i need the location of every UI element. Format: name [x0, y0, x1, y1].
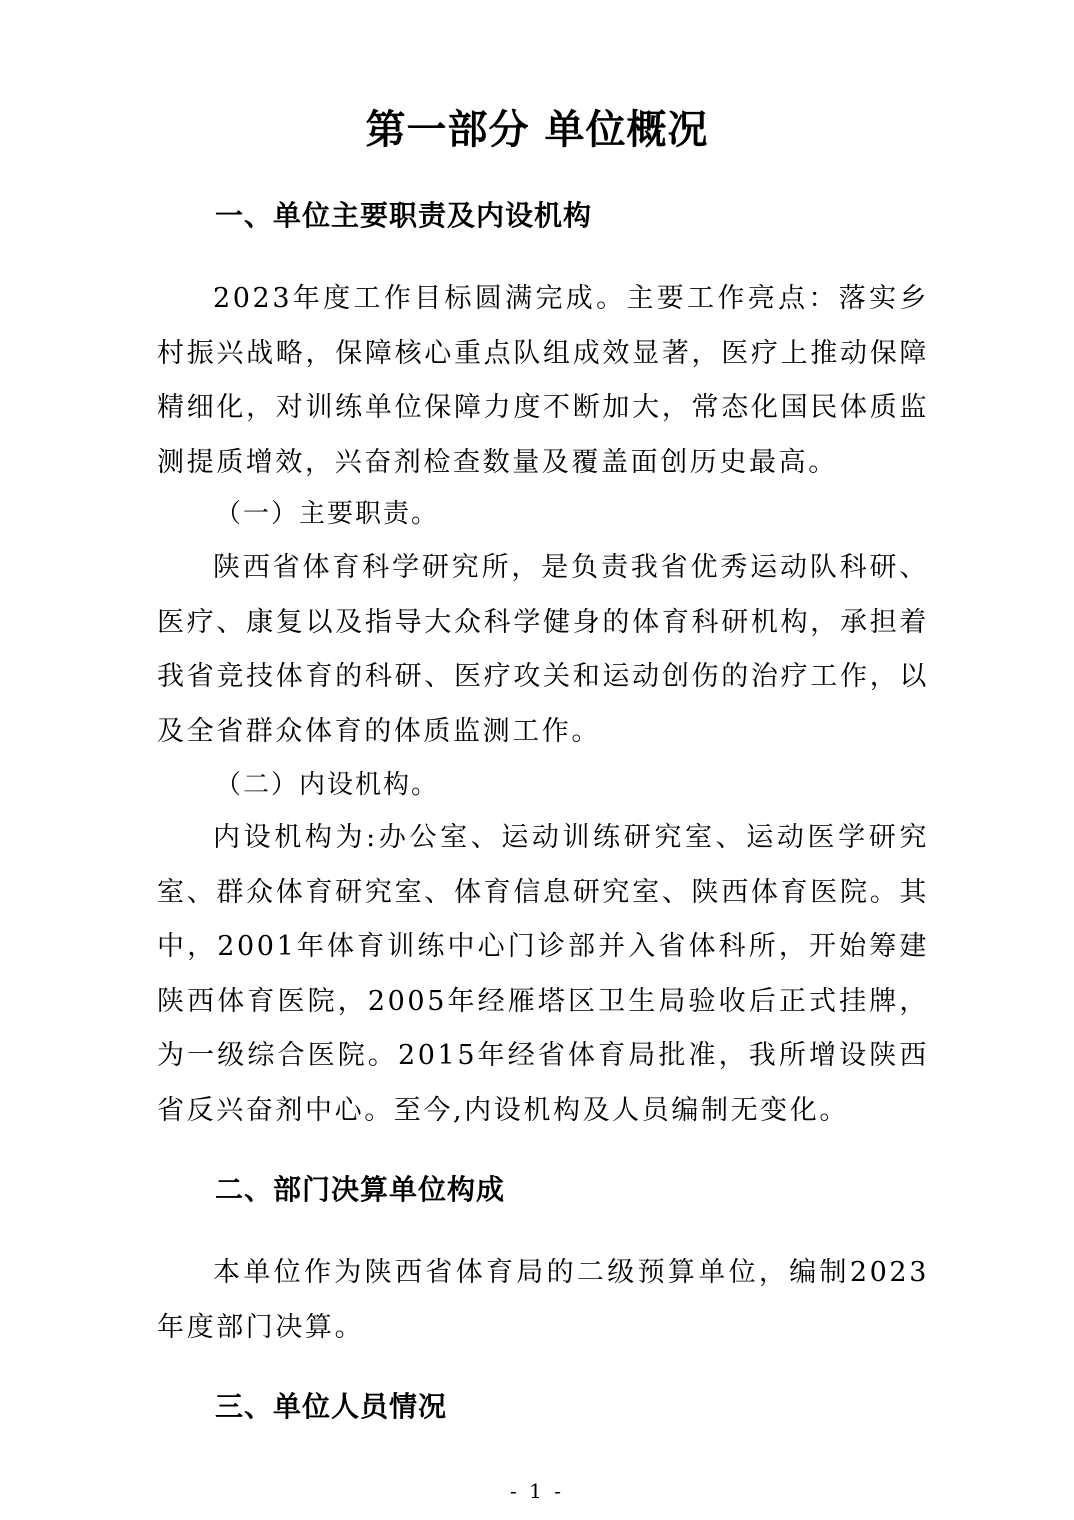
page-title: 第一部分 单位概况 [365, 107, 709, 153]
composition-paragraph: 本单位作为陕西省体育局的二级预算单位，编制2023年度部门决算。 [157, 1257, 929, 1343]
section-heading-staff: 三、单位人员情况 [215, 1390, 448, 1423]
structure-paragraph: 内设机构为:办公室、运动训练研究室、运动医学研究室、群众体育研究室、体育信息研究室、陕西体育医院。其中，2001年体育训练中心门诊部并入省体科所，开始筹建陕西体育医院，2005年经雁塔区卫生局验收后正式挂牌，为一级综合医院。2015年经省体育局批准，我所增设陕西省反兴奋剂中心。至今,内设机构及人员编制无变化。 [157, 822, 929, 1126]
subheading-internal-structure: （二）内设机构。 [215, 770, 440, 800]
section-heading-duties: 一、单位主要职责及内设机构 [215, 199, 593, 232]
page-number: - 1 - [510, 1479, 564, 1503]
subheading-main-duties: （一）主要职责。 [215, 499, 440, 529]
work-summary-paragraph: 2023年度工作目标圆满完成。主要工作亮点：落实乡村振兴战略，保障核心重点队组成效显著，医疗上推动保障精细化，对训练单位保障力度不断加大，常态化国民体质监测提质增效，兴奋剂检查数量及覆盖面创历史最高。 [157, 283, 929, 478]
duties-paragraph: 陕西省体育科学研究所，是负责我省优秀运动队科研、医疗、康复以及指导大众科学健身的体育科研机构，承担着我省竞技体育的科研、医疗攻关和运动创伤的治疗工作，以及全省群众体育的体质监测工作。 [157, 552, 929, 747]
section-heading-composition: 二、部门决算单位构成 [215, 1173, 506, 1206]
